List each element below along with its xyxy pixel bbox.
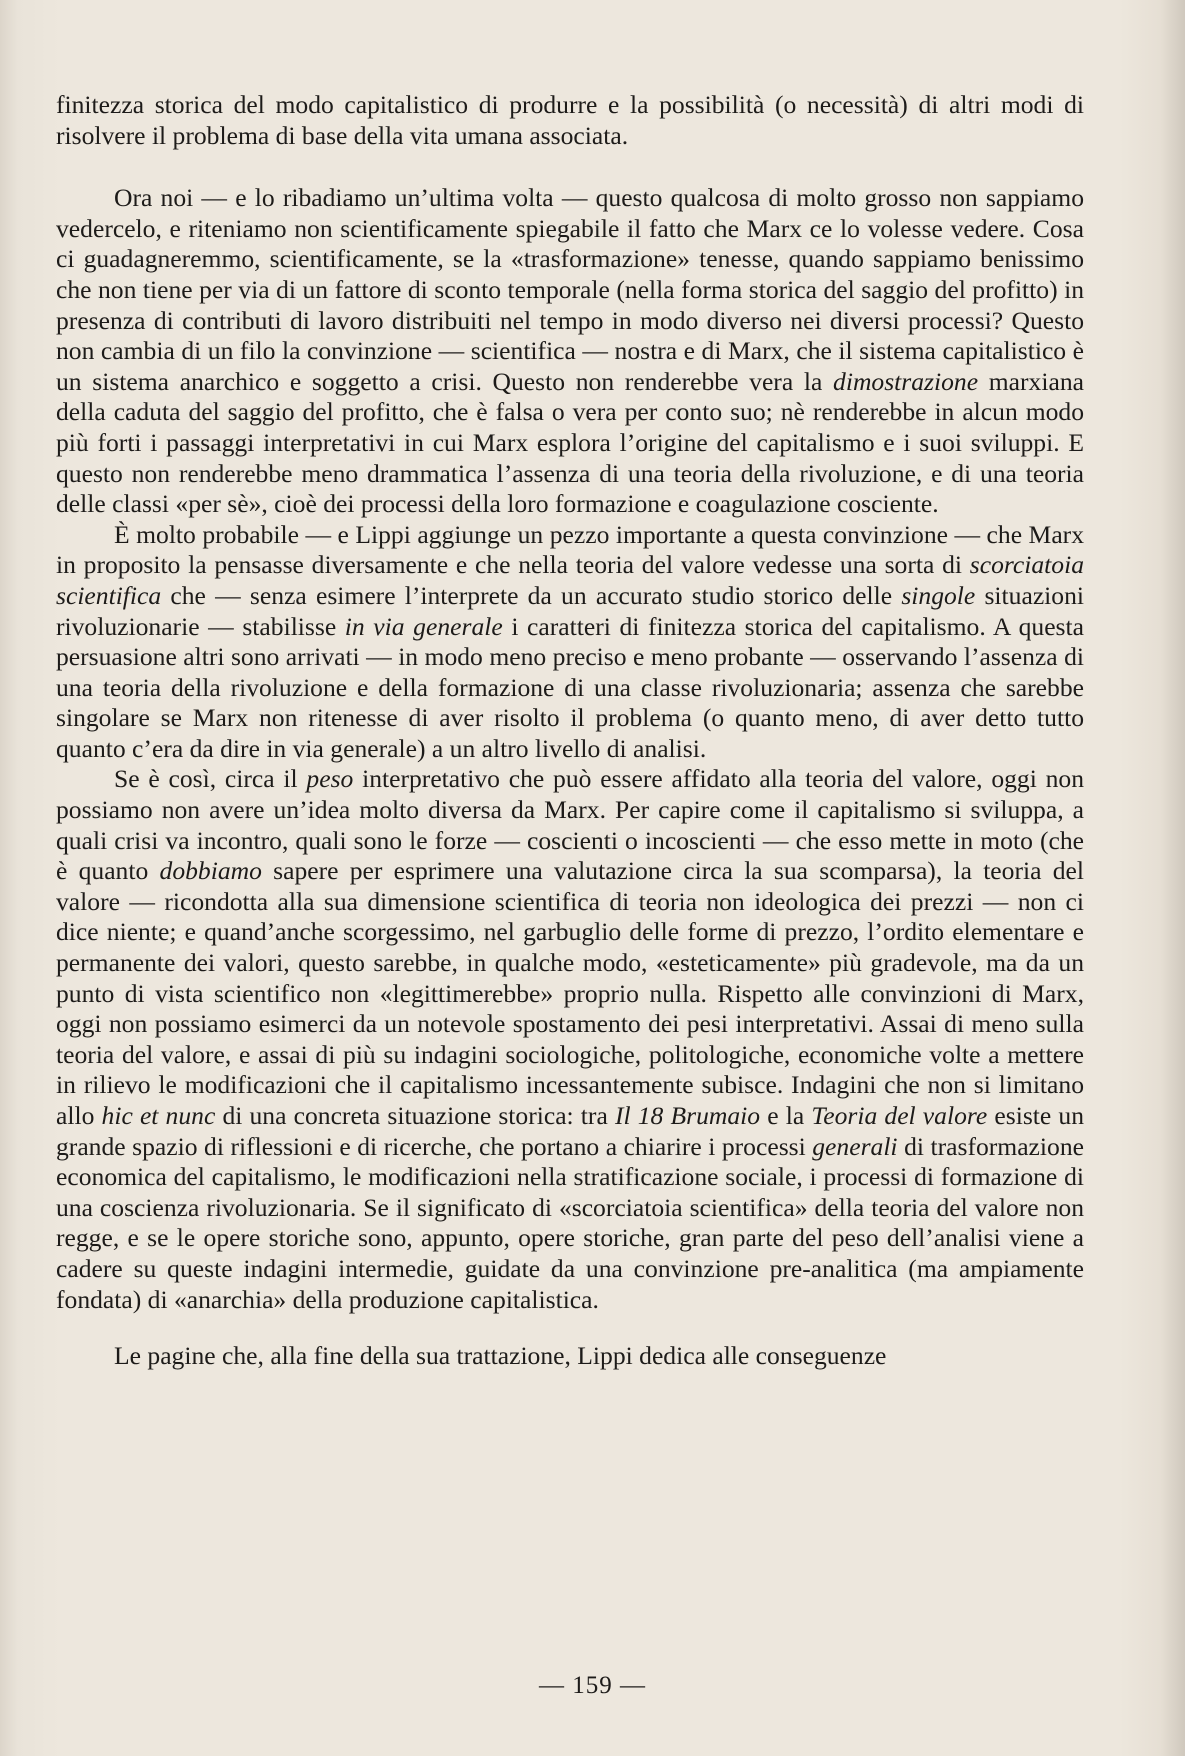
italic-text: Il 18 Brumaio xyxy=(614,1101,761,1130)
text-run: sapere per esprimere una valutazione circa la sua scomparsa), la teoria del valore — ricondotta alla sua dimensione scientifica di teoria non ideologica dei prezzi — non ci dice niente; e quand’anche scorgessimo, nel garbuglio delle forme di prezzo, l’ordito elementare e permanente dei valori, questo sarebbe, in qualche modo, «esteticamente» più gradevole, ma da un punto di vista scientifico non «legittimerebbe» proprio nulla. Rispetto alle convinzioni di Marx, oggi non possiamo esimerci da un notevole spostamento dei pesi interpretativi. Assai di meno sulla teoria del valore, e assai di più su indagini sociologiche, politologiche, economiche volte a mettere in rilievo le modificazioni che il capitalismo incessantemente subisce. Indagini che non si limitano allo xyxy=(56,856,1084,1130)
text-run: situazioni rivoluzionarie — stabilisse xyxy=(56,580,1084,641)
italic-text: scorciatoia scientifica xyxy=(56,550,1084,610)
italic-text: hic et nunc xyxy=(101,1101,216,1130)
paragraph-5 xyxy=(56,1341,1084,1372)
text-run: di una concreta situazione storica: tra xyxy=(215,1101,615,1130)
italic-text: dimostrazione xyxy=(833,366,979,396)
italic-text: singole xyxy=(901,580,976,610)
page-number: — 159 — xyxy=(539,1672,646,1699)
paragraph-1 xyxy=(56,90,1084,151)
paragraph-4 xyxy=(56,764,1084,1315)
italic-text: dobbiamo xyxy=(159,856,262,886)
text-run: finitezza storica del modo capitalistico di produrre e la possibilità (o necessità) di altri modi di risolvere il problema di base della vita umana associata. xyxy=(56,90,1084,150)
italic-text: peso xyxy=(306,764,354,794)
italic-text: in via generale xyxy=(344,611,503,641)
text-run: interpretativo che può essere affidato alla teoria del valore, oggi non possiamo non avere un’idea molto diversa da Marx. Per capire come il capitalismo si sviluppa, a quali crisi va incontro, quali sono le forze — coscienti o incoscienti — che esso mette in moto (che è quanto xyxy=(56,764,1084,886)
body-text xyxy=(56,90,1084,1372)
text-run: marxiana della caduta del saggio del profitto, che è falsa o vera per conto suo; nè renderebbe in alcun modo più forti i passaggi interpretativi in cui Marx esplora l’origine del capitalismo e i suoi sviluppi. E questo non renderebbe meno drammatica l’assenza di una teoria della rivoluzione, e di una teoria delle classi «per sè», cioè dei processi della loro formazione e coagulazione cosciente. xyxy=(56,366,1084,519)
text-run: Ora noi — e lo ribadiamo un’ultima volta — questo qualcosa di molto grosso non sappiamo vedercelo, e riteniamo non scientificamente spiegabile il fatto che Marx ce lo volesse vedere. Cosa ci guadagneremmo, scientificamente, se la «trasformazione» tenesse, quando sappiamo benissimo che non tiene per via di un fattore di sconto temporale (nella forma storica del saggio del profitto) in presenza di contributi di lavoro distribuiti nel tempo in modo diverso nei diversi processi? Questo non cambia di un filo la convinzione — scientifica — nostra e di Marx, che il sistema capitalistico è un sistema anarchico e soggetto a crisi. Questo non renderebbe vera la xyxy=(56,183,1084,396)
italic-text: Teoria del valore xyxy=(811,1101,988,1130)
text-run: i caratteri di finitezza storica del capitalismo. A questa persuasione altri sono arrivati — in modo meno preciso e meno probante — osservando l’assenza di una teoria della rivoluzione e della formazione di una classe rivoluzionaria; assenza che sarebbe singolare se Marx non ritenesse di aver risolto il problema (o quanto meno, di aver detto tutto quanto c’era da dire in via generale) a un altro livello di analisi. xyxy=(56,611,1084,763)
paragraph-2 xyxy=(56,183,1084,520)
text-run: e la xyxy=(760,1101,812,1130)
text-run: Se è così, circa il xyxy=(114,764,307,794)
italic-text: generali xyxy=(812,1131,898,1161)
text-run: Le pagine che, alla fine della sua trattazione, Lippi dedica alle conseguenze xyxy=(114,1341,887,1371)
text-run: che — senza esimere l’interprete da un accurato studio storico delle xyxy=(161,580,902,610)
text-run: È molto probabile — e Lippi aggiunge un pezzo importante a questa convinzione — che Marx in proposito la pensasse diversamente e che nella teoria del valore vedesse una sorta di xyxy=(56,519,1084,580)
text-run: di trasformazione economica del capitalismo, le modificazioni nella stratificazione sociale, i processi di formazione di una coscienza rivoluzionaria. Se il significato di «scorciatoia scientifica» della teoria del valore non regge, e se le opere storiche sono, appunto, opere storiche, gran parte del peso dell’analisi viene a cadere su queste indagini intermedie, guidate da una convinzione pre-analitica (ma ampiamente fondata) di «anarchia» della produzione capitalistica. xyxy=(56,1131,1084,1314)
paragraph-3 xyxy=(56,520,1084,765)
text-run: esiste un grande spazio di riflessioni e di ricerche, che portano a chiarire i processi xyxy=(56,1101,1084,1161)
